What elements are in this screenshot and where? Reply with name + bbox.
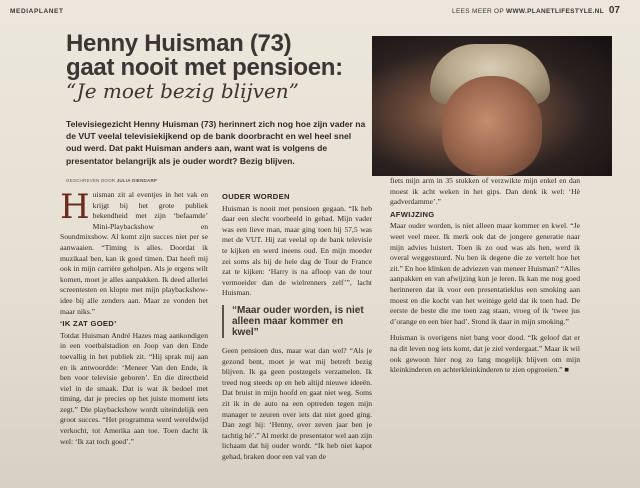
intro-paragraph: Televisiegezicht Henny Huisman (73) herinnert zich nog hoe zijn vader na de VUT veelal televisiekijkend op de bank doorbracht en wel heel snel oud werd. Dat pakt Huisman anders aan, want wat is volgens de presentator belangrijk als je ouder wordt? Bezig blijven. [66,119,366,166]
link-prefix: LEES MEER OP [452,8,504,15]
section-heading: AFWIJZING [390,209,435,219]
paragraph [60,187,208,317]
credit-author: JULIA DIENDARP [116,178,158,183]
paragraph: Geen pensioen dus, maar wat dan wel? “Als je gezond bent, moet je wat mij betreft bezig blijven. Ik ga geen postzegels verzamelen. Ik treed nog steeds op en heb altijd nieuwe ideeën. Dat bruist in mijn hoofd en gaat niet weg. Soms zit ik in de auto na een optreden tegen mijn manager te zeuren over iets dat niet goed ging. Dan zegt hij: ‘Henny, over zeven jaar ben je tachtig hè’.” Al merkt de presentator wel aan zijn lichaam dat hij ouder wordt. “Ik heb niet kapot gehad, braken door een val van de [222,345,372,461]
paragraph: Totdat Huisman André Hazes mag aankondigen in een voetbalstadion en Joop van den Ende toevallig in het publiek zit. “Hij sprak mij aan en ik antwoordde: ‘Meneer Van den Ende, ik ben voor televisie geboren’. En die directheid viel in de smaak. Dat is wat ik bedoel met timing, dat je precies op het juiste moment iets zegt.” Die playbackshow wordt uiteindelijk een groot succes. “Het programma werd wereldwijd verkocht, tot Amerika aan toe. Toen dacht ik wel: ‘Ik zat toch goed’.” [60,330,208,446]
paragraph-text: uisman zit al eventjes in het vak en krijgt bij het grote publiek bekendheid met zijn ‘befaamde’ Mini-Playbackshow en Soundmixshow. Al komt zijn succes niet per se aanwaaien. “Timing is alles. Doordat ik muzikaal ben, kan ik goed timen. Dat heeft mij ook in mijn carrière geholpen. Als je ergens wilt komen, moet je alles aanpakken. Ik deed allerlei screentesten en klopte met mijn playbackshow-idee bij alle zenders aan. Maar ze vonden het maar niks.” [60,190,208,316]
portrait-photo [372,36,612,176]
page-header [0,0,640,24]
paragraph: fiets mijn arm in 35 stukken of verzwikte mijn enkel en dan moest ik acht weken in het gips. Dan denk ik wel: ‘Hè gadverdamme’.” [390,176,580,207]
section-heading: ‘IK ZAT GOED’ [60,319,117,329]
page-number: 07 [608,5,620,16]
article-column-1 [60,187,208,447]
paragraph: Huisman is overigens niet bang voor dood. “Ik geloof dat er na dit leven nog iets komt, dat je ziel verdergaat.” Maar ik wil ook gewoon hier nog zo lang mogelijk blijven om mijn kleinkinderen en achterkleinkinderen te zien opgroeien.” ■ [390,333,580,375]
headline-line-2: gaat nooit met pensioen: [66,54,343,81]
article-column-2 [222,190,372,462]
link-url: WWW.PLANETLIFESTYLE.NL [506,8,604,15]
dropcap: H [60,187,90,227]
headline-subtitle: “Je moet bezig blijven” [66,79,299,103]
paragraph: Huisman is nooit met pensioen gegaan. “Ik heb daar een slecht voorbeeld in gehad. Mijn vader was een lieve man, maar ging toen hij 57,5 was met de VUT. Hij zat veelal op de bank televisie te kijken en werd ineens oud. En mijn moeder zei soms als hij de hele dag de Tour de France zat te kijken: ‘Harry is na afloop van de tour vermoeider dan de wielrenners zelf’”, lacht Huisman. [222,203,372,298]
author-credit [66,178,157,183]
headline [66,32,366,80]
photo-face [442,76,542,176]
article-column-3 [390,176,580,376]
brand-label: MEDIAPLANET [10,8,64,15]
headline-line-1: Henny Huisman (73) [66,30,292,57]
credit-prefix: GESCHREVEN DOOR [66,178,116,183]
pull-quote: “Maar ouder worden, is niet alleen maar kommer en kwel” [222,305,372,338]
paragraph: Maar ouder worden, is niet alleen maar kommer en kwel. “Je weet veel meer. Ik merk ook dat de jongere generatie naar mijn advies luistert. Toen ik zo oud was als hen, werd ik overal weggestuurd. Nu ben ik degene die ze vertelt hoe het zit.” En hoe klinken de adviezen van meneer Huisman? “Alles aanpakken en van afwijzing kun je leren. Ik kan me nog goed herinneren dat ik voor een presentatieklus een smoking aan moest en die kocht van het weinige geld dat ik toen had. De eerste de beste die me toen zag staan, vroeg of ik ‘twee jus d’orange en een bier had’. Stond ik daar in mijn smoking.” [390,221,580,326]
section-heading: OUDER WORDEN [222,192,290,201]
website-link[interactable] [452,8,604,15]
